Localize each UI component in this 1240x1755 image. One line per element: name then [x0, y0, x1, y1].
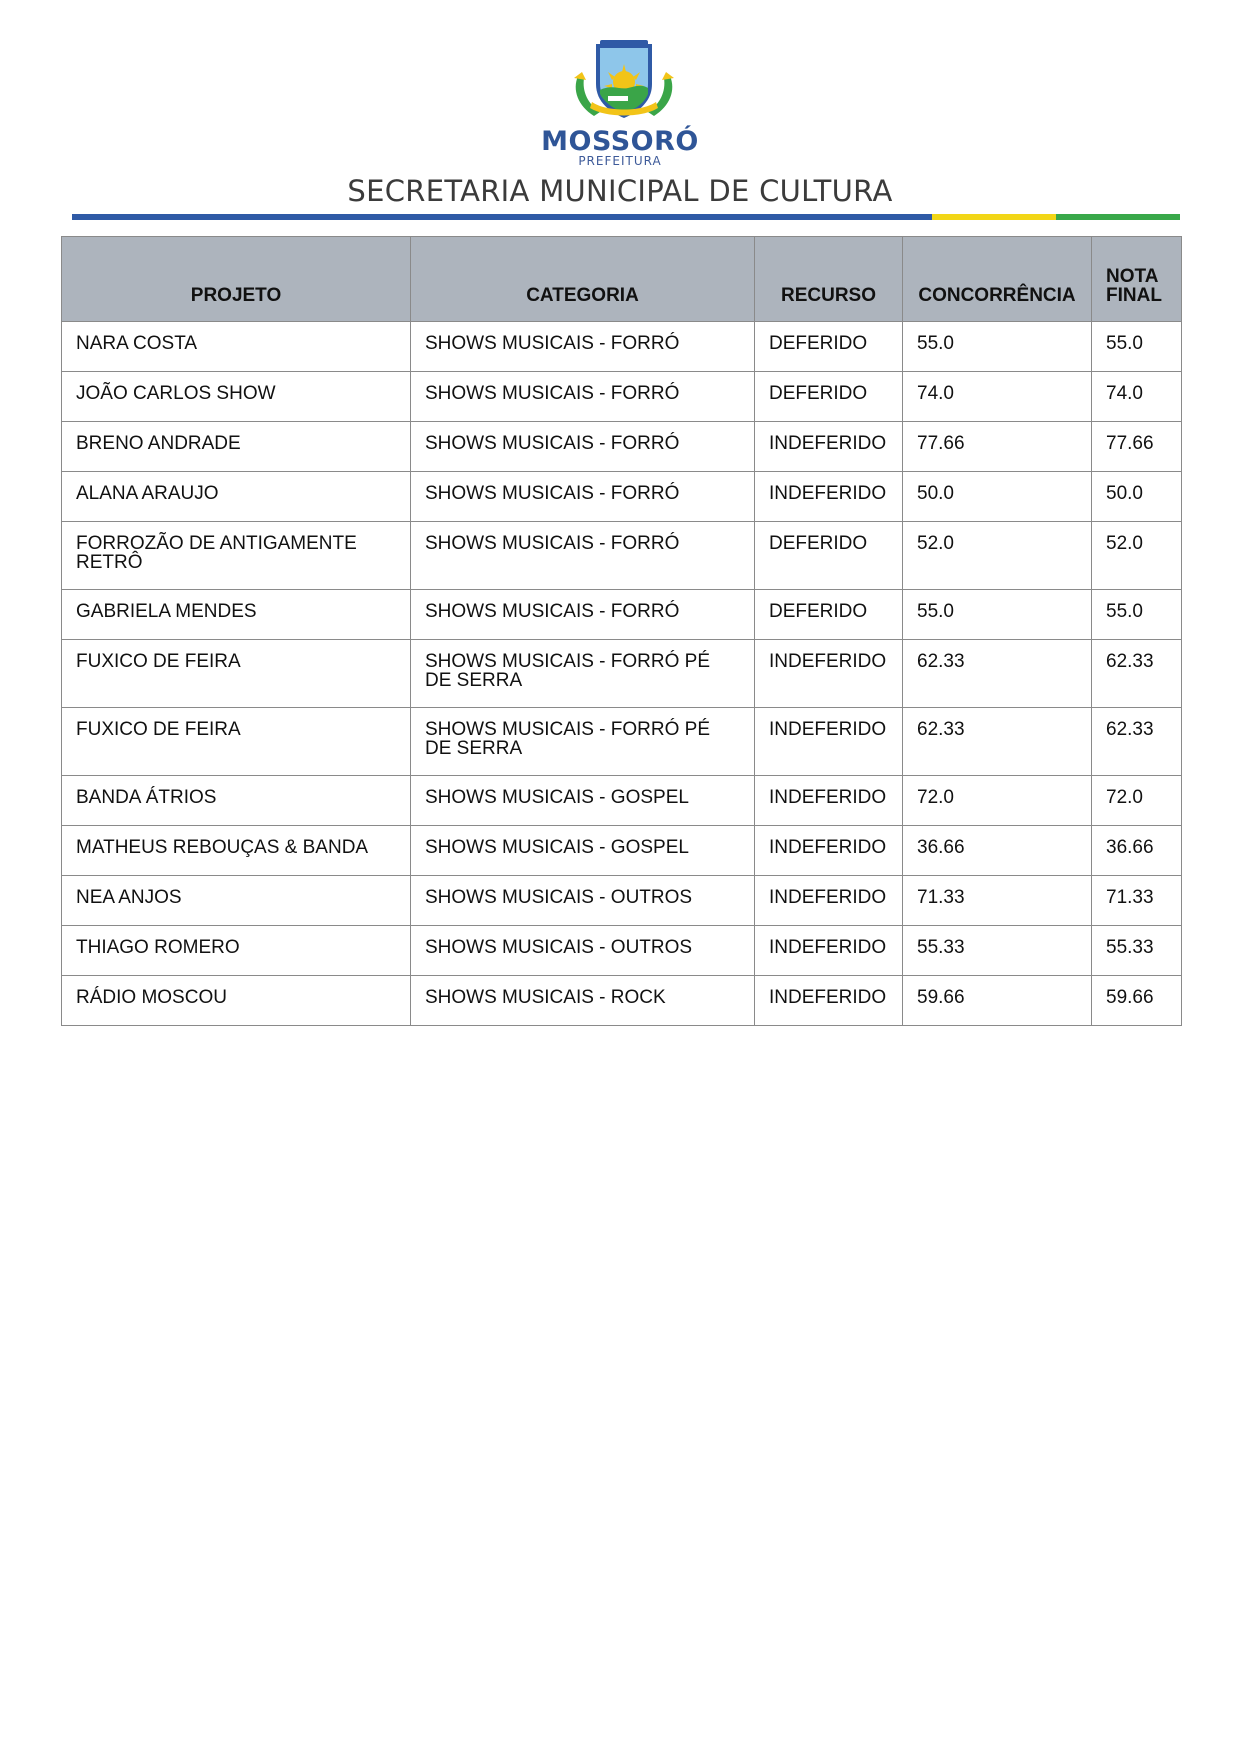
table-row [62, 640, 1182, 708]
table-row [62, 590, 1182, 640]
table-body [62, 322, 1182, 1026]
stripe-yellow [932, 214, 1056, 220]
cell-nota-final: 62.33 [1092, 640, 1182, 708]
cell-concorrencia: 52.0 [903, 522, 1092, 590]
cell-projeto: ALANA ARAUJO [62, 472, 411, 522]
col-header-concorrencia: CONCORRÊNCIA [903, 237, 1092, 322]
brand-name: MOSSORÓ [541, 126, 699, 157]
cell-recurso: INDEFERIDO [755, 876, 903, 926]
cell-categoria: SHOWS MUSICAIS - FORRÓ [411, 372, 755, 422]
cell-concorrencia: 72.0 [903, 776, 1092, 826]
cell-categoria: SHOWS MUSICAIS - FORRÓ [411, 522, 755, 590]
results-table [61, 236, 1182, 1026]
cell-categoria: SHOWS MUSICAIS - FORRÓ [411, 590, 755, 640]
cell-concorrencia: 77.66 [903, 422, 1092, 472]
cell-nota-final: 55.0 [1092, 322, 1182, 372]
table-row [62, 776, 1182, 826]
cell-categoria: SHOWS MUSICAIS - FORRÓ [411, 422, 755, 472]
cell-recurso: INDEFERIDO [755, 926, 903, 976]
table-row [62, 522, 1182, 590]
cell-projeto: FORROZÃO DE ANTIGAMENTE RETRÔ [62, 522, 411, 590]
cell-recurso: INDEFERIDO [755, 976, 903, 1026]
cell-categoria: SHOWS MUSICAIS - FORRÓ [411, 322, 755, 372]
cell-nota-final: 72.0 [1092, 776, 1182, 826]
cell-nota-final: 36.66 [1092, 826, 1182, 876]
stripe-green [1056, 214, 1180, 220]
cell-projeto: BANDA ÁTRIOS [62, 776, 411, 826]
col-header-categoria: CATEGORIA [411, 237, 755, 322]
cell-categoria: SHOWS MUSICAIS - GOSPEL [411, 776, 755, 826]
cell-projeto: NARA COSTA [62, 322, 411, 372]
cell-recurso: INDEFERIDO [755, 708, 903, 776]
mossoro-coat-of-arms-icon [570, 38, 678, 120]
cell-concorrencia: 36.66 [903, 826, 1092, 876]
cell-projeto: FUXICO DE FEIRA [62, 708, 411, 776]
cell-projeto: FUXICO DE FEIRA [62, 640, 411, 708]
cell-nota-final: 74.0 [1092, 372, 1182, 422]
table-row [62, 976, 1182, 1026]
department-title: SECRETARIA MUNICIPAL DE CULTURA [347, 174, 893, 208]
cell-categoria: SHOWS MUSICAIS - FORRÓ PÉ DE SERRA [411, 640, 755, 708]
cell-categoria: SHOWS MUSICAIS - OUTROS [411, 926, 755, 976]
cell-recurso: DEFERIDO [755, 590, 903, 640]
col-header-projeto: PROJETO [62, 237, 411, 322]
table-row [62, 826, 1182, 876]
cell-projeto: GABRIELA MENDES [62, 590, 411, 640]
table-row [62, 876, 1182, 926]
cell-categoria: SHOWS MUSICAIS - OUTROS [411, 876, 755, 926]
col-header-recurso: RECURSO [755, 237, 903, 322]
cell-concorrencia: 74.0 [903, 372, 1092, 422]
header-row [62, 237, 1182, 322]
page-header [0, 0, 1240, 225]
cell-projeto: RÁDIO MOSCOU [62, 976, 411, 1026]
cell-concorrencia: 55.0 [903, 322, 1092, 372]
cell-recurso: INDEFERIDO [755, 826, 903, 876]
header-color-stripe [72, 214, 1180, 220]
cell-recurso: DEFERIDO [755, 372, 903, 422]
table-row [62, 322, 1182, 372]
cell-recurso: DEFERIDO [755, 522, 903, 590]
cell-projeto: MATHEUS REBOUÇAS & BANDA [62, 826, 411, 876]
cell-nota-final: 50.0 [1092, 472, 1182, 522]
cell-concorrencia: 71.33 [903, 876, 1092, 926]
cell-projeto: NEA ANJOS [62, 876, 411, 926]
table-row [62, 926, 1182, 976]
cell-nota-final: 59.66 [1092, 976, 1182, 1026]
cell-categoria: SHOWS MUSICAIS - GOSPEL [411, 826, 755, 876]
cell-recurso: INDEFERIDO [755, 472, 903, 522]
cell-nota-final: 52.0 [1092, 522, 1182, 590]
cell-concorrencia: 55.33 [903, 926, 1092, 976]
cell-concorrencia: 50.0 [903, 472, 1092, 522]
cell-categoria: SHOWS MUSICAIS - FORRÓ [411, 472, 755, 522]
brand-subtitle: PREFEITURA [578, 154, 662, 168]
stripe-blue [72, 214, 932, 220]
cell-projeto: THIAGO ROMERO [62, 926, 411, 976]
cell-concorrencia: 62.33 [903, 708, 1092, 776]
table-row [62, 708, 1182, 776]
cell-nota-final: 77.66 [1092, 422, 1182, 472]
table-row [62, 422, 1182, 472]
cell-nota-final: 71.33 [1092, 876, 1182, 926]
table-row [62, 472, 1182, 522]
cell-nota-final: 55.0 [1092, 590, 1182, 640]
table-row [62, 372, 1182, 422]
cell-concorrencia: 59.66 [903, 976, 1092, 1026]
cell-concorrencia: 55.0 [903, 590, 1092, 640]
cell-categoria: SHOWS MUSICAIS - ROCK [411, 976, 755, 1026]
cell-projeto: JOÃO CARLOS SHOW [62, 372, 411, 422]
cell-concorrencia: 62.33 [903, 640, 1092, 708]
cell-categoria: SHOWS MUSICAIS - FORRÓ PÉ DE SERRA [411, 708, 755, 776]
cell-recurso: INDEFERIDO [755, 422, 903, 472]
cell-recurso: INDEFERIDO [755, 640, 903, 708]
table-header [62, 237, 1182, 322]
cell-recurso: INDEFERIDO [755, 776, 903, 826]
cell-nota-final: 55.33 [1092, 926, 1182, 976]
col-header-nota-final: NOTA FINAL [1092, 237, 1182, 322]
cell-recurso: DEFERIDO [755, 322, 903, 372]
cell-nota-final: 62.33 [1092, 708, 1182, 776]
cell-projeto: BRENO ANDRADE [62, 422, 411, 472]
